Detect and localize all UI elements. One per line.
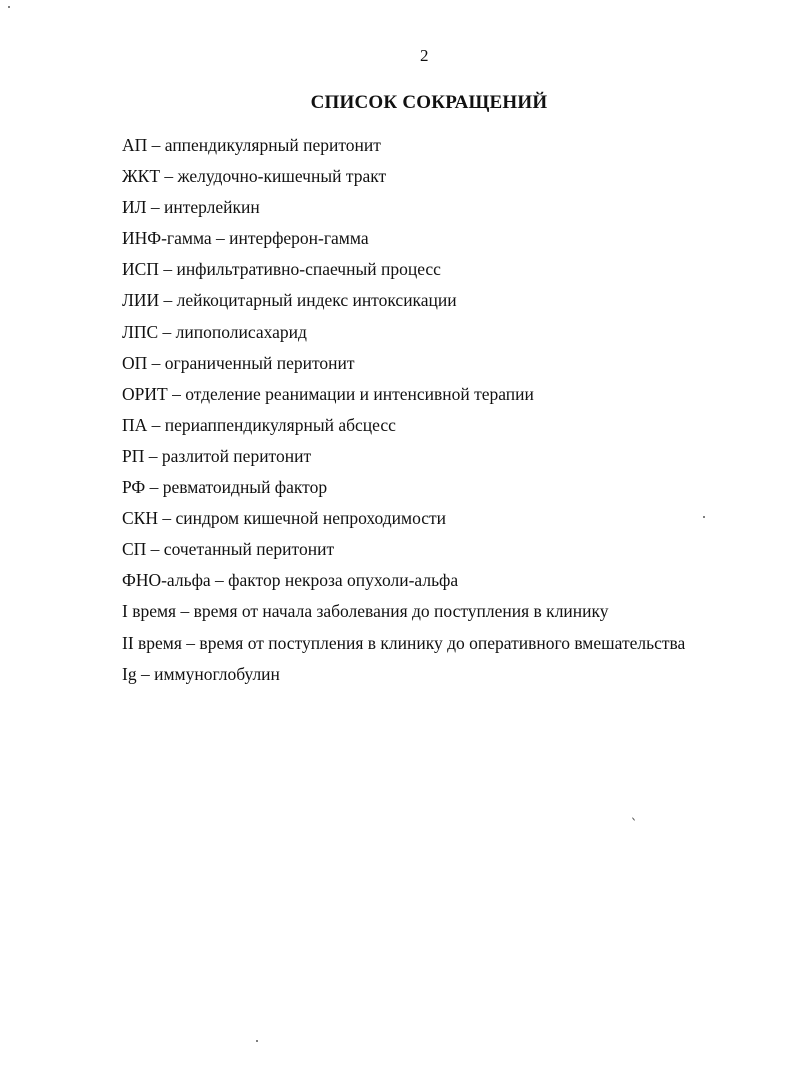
scan-speck: [703, 516, 705, 518]
abbreviation-item: ЛПС – липополисахарид: [122, 321, 307, 342]
abbreviation-item: ЖКТ – желудочно-кишечный тракт: [122, 166, 387, 187]
abbreviation-item: ИСП – инфильтративно-спаечный процесс: [122, 259, 441, 280]
abbreviation-item: СП – сочетанный перитонит: [122, 539, 335, 560]
abbreviation-item: СКН – синдром кишечной непроходимости: [122, 508, 447, 529]
abbreviation-item: ИЛ – интерлейкин: [122, 197, 260, 218]
abbreviation-item: I время – время от начала заболевания до поступления в клинику: [122, 601, 609, 622]
abbreviation-item: РП – разлитой перитонит: [122, 445, 312, 466]
abbreviation-item: ЛИИ – лейкоцитарный индекс интоксикации: [122, 290, 457, 311]
abbreviation-item: II время – время от поступления в клинику до оперативного вмешательства: [122, 632, 686, 653]
abbreviation-item: АП – аппендикулярный перитонит: [122, 135, 381, 155]
scan-speck: [256, 1040, 258, 1042]
abbreviation-item: ФНО-альфа – фактор некроза опухоли-альфа: [122, 570, 459, 591]
abbreviation-item: ИНФ-гамма – интерферон-гамма: [122, 228, 369, 249]
abbreviation-item: Ig – иммуноглобулин: [122, 663, 280, 684]
scan-speck: [632, 817, 635, 821]
scan-speck: [8, 6, 10, 8]
page-number: 2: [420, 46, 429, 65]
abbreviation-item: РФ – ревматоидный фактор: [122, 477, 328, 498]
page-title: СПИСОК СОКРАЩЕНИЙ: [310, 92, 548, 113]
abbreviation-list: [122, 133, 685, 693]
abbreviation-item: ПА – периаппендикулярный абсцесс: [122, 414, 396, 435]
abbreviation-item: ОРИТ – отделение реанимации и интенсивной терапии: [122, 383, 534, 404]
abbreviation-item: ОП – ограниченный перитонит: [122, 352, 355, 373]
